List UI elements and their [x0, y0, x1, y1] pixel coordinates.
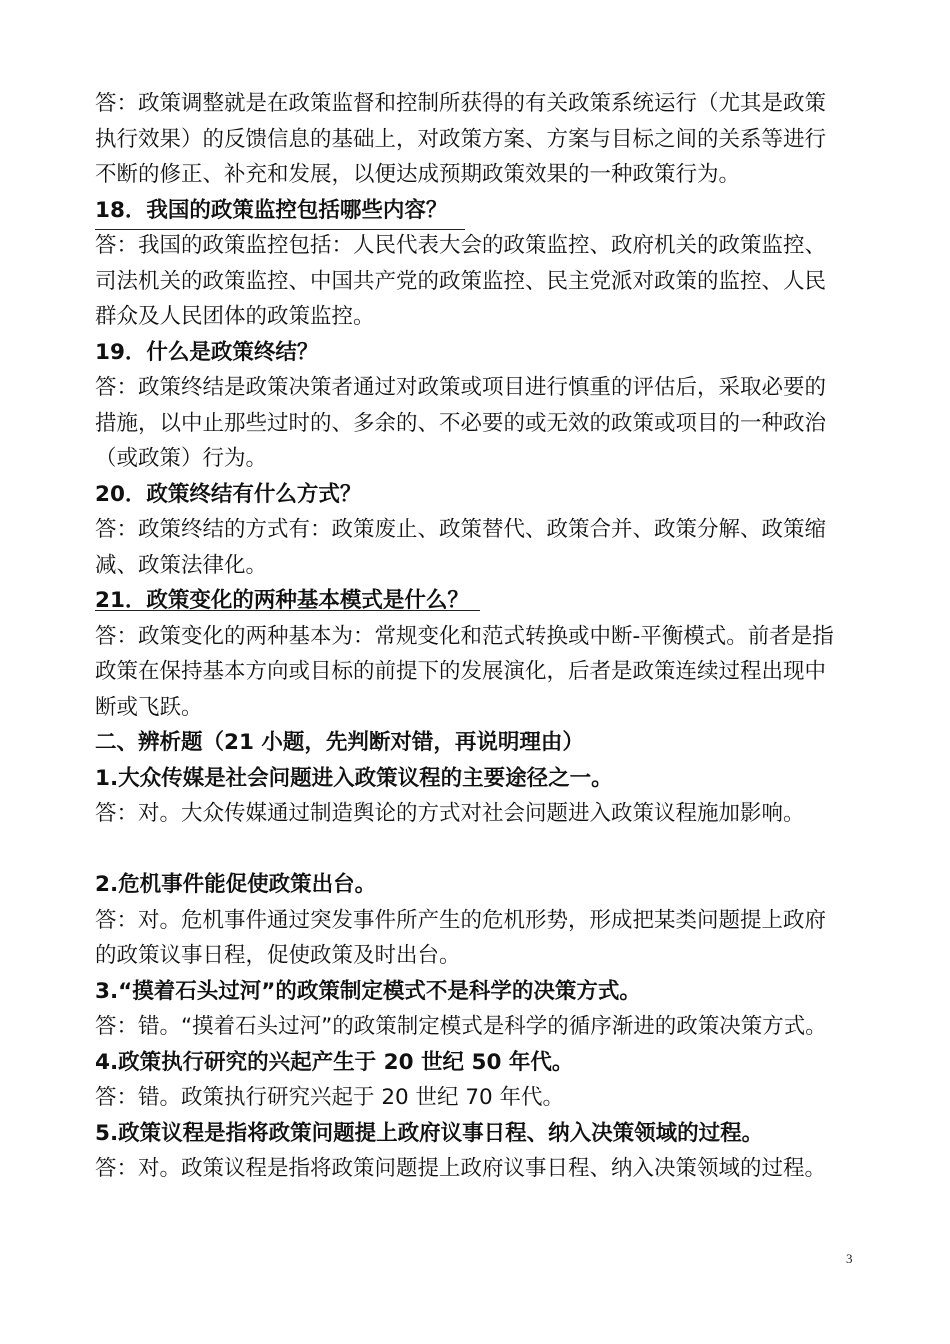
answer-text-line: （或政策）行为。: [95, 446, 268, 471]
answer-text-line: 答：政策变化的两种基本为：常规变化和范式转换或中断-平衡模式。前者是指: [95, 623, 834, 649]
document-body: [95, 86, 860, 1187]
answer-text-line: 执行效果）的反馈信息的基础上，对政策方案、方案与目标之间的关系等进行: [95, 126, 827, 152]
answer-text-line: 答：我国的政策监控包括：人民代表大会的政策监控、政府机关的政策监控、: [95, 233, 827, 258]
question-heading: 3.“摸着石头过河”的政策制定模式不是科学的决策方式。: [95, 978, 641, 1004]
question-heading: 21．政策变化的两种基本模式是什么？: [95, 588, 469, 613]
answer-text-line: 答：错。“摸着石头过河”的政策制定模式是科学的循序渐进的政策决策方式。: [95, 1014, 827, 1039]
answer-text-line: 不断的修正、补充和发展，以便达成预期政策效果的一种政策行为。: [95, 162, 741, 187]
answer-text-line: 答：对。大众传媒通过制造舆论的方式对社会问题进入政策议程施加影响。: [95, 801, 805, 826]
question-heading: 18．我国的政策监控包括哪些内容？: [95, 197, 448, 223]
answer-text-line: 答：对。危机事件通过突发事件所产生的危机形势，形成把某类问题提上政府: [95, 907, 827, 933]
underline-rule: [95, 610, 480, 611]
answer-text-line: 答：政策终结是政策决策者通过对政策或项目进行慎重的评估后，采取必要的: [95, 375, 827, 400]
answer-text-line: 的政策议事日程，促使政策及时出台。: [95, 943, 461, 968]
blank-line: [95, 832, 860, 868]
answer-text-line: 措施，以中止那些过时的、多余的、不必要的或无效的政策或项目的一种政治: [95, 410, 827, 436]
question-heading: 2.危机事件能促使政策出台。: [95, 872, 377, 897]
page-number: 3: [846, 1251, 853, 1266]
question-heading: 1.大众传媒是社会问题进入政策议程的主要途径之一。: [95, 765, 613, 791]
answer-text-line: 政策在保持基本方向或目标的前提下的发展演化，后者是政策连续过程出现中: [95, 659, 827, 684]
answer-text-line: 减、政策法律化。: [95, 552, 268, 578]
answer-text-line: 答：对。政策议程是指将政策问题提上政府议事日程、纳入决策领域的过程。: [95, 1156, 827, 1181]
answer-text-line: 答：政策终结的方式有：政策废止、政策替代、政策合并、政策分解、政策缩: [95, 517, 827, 542]
answer-text-line: 答：政策调整就是在政策监督和控制所获得的有关政策系统运行（尤其是政策: [95, 91, 827, 116]
question-heading: 19．什么是政策终结？: [95, 339, 319, 365]
answer-text-line: 断或飞跃。: [95, 694, 203, 720]
question-heading: 二、辨析题（21 小题，先判断对错，再说明理由）: [95, 730, 584, 755]
question-heading: 20．政策终结有什么方式？: [95, 481, 362, 507]
question-heading: 5.政策议程是指将政策问题提上政府议事日程、纳入决策领域的过程。: [95, 1120, 764, 1146]
answer-text-line: 司法机关的政策监控、中国共产党的政策监控、民主党派对政策的监控、人民: [95, 268, 827, 294]
underline-rule: [95, 229, 465, 230]
answer-text-line: 答：错。政策执行研究兴起于 20 世纪 70 年代。: [95, 1085, 565, 1110]
answer-text-line: 群众及人民团体的政策监控。: [95, 304, 375, 329]
question-heading: 4.政策执行研究的兴起产生于 20 世纪 50 年代。: [95, 1049, 574, 1075]
